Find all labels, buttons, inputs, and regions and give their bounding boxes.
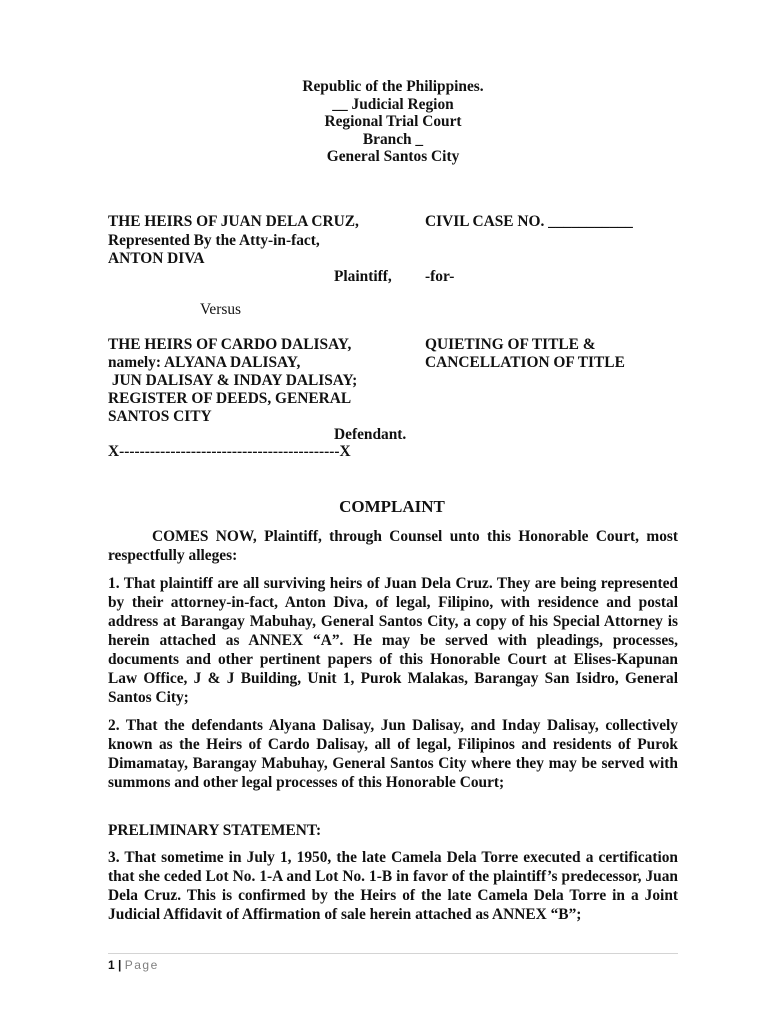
defendant-line-1: THE HEIRS OF CARDO DALISAY, [108, 336, 352, 353]
header-judicial-region: __ Judicial Region [332, 95, 454, 113]
civil-case-number: CIVIL CASE NO. ___________ [425, 213, 633, 230]
header-court: Regional Trial Court [324, 113, 462, 131]
plaintiff-representative: Represented By the Atty-in-fact, [108, 232, 320, 249]
defendant-line-2: namely: ALYANA DALISAY, [108, 354, 301, 371]
defendant-line-3: JUN DALISAY & INDAY DALISAY; [108, 372, 358, 389]
page-number: 1 [108, 958, 115, 972]
document-title [0, 497, 768, 516]
versus-label: Versus [200, 301, 242, 318]
preliminary-statement-heading: PRELIMINARY STATEMENT: [108, 822, 322, 839]
action-line-2: CANCELLATION OF TITLE [425, 354, 625, 371]
paragraph-1: 1. That plaintiff are all surviving heirs of Juan Dela Cruz. They are being represented by their attorney-in-fact, Anton Diva, of legal, Filipino, with residence and postal address at Barangay Mabuhay, General Santos City, a copy of his Special Attorney is herein attached as ANNEX “A”. He may be served with pleadings, processes, documents and other pertinent papers of this Honorable Court at Elises-Kapunan Law Office, J & J Building, Unit 1, Purok Malakas, Barangay San Isidro, General Santos City; [108, 575, 678, 706]
header-republic: Republic of the Philippines. [302, 78, 484, 95]
header-branch: Branch _ [362, 130, 424, 148]
paragraph-2: 2. That the defendants Alyana Dalisay, Jun Dalisay, and Inday Dalisay, collectively known as the Heirs of Cardo Dalisay, all of legal, Filipinos and residents of Purok Dimamatay, Barangay Mabuhay, General Santos City where they may be served with summons and other legal processes of this Honorable Court; [108, 717, 678, 791]
plaintiff-label: Plaintiff, [334, 268, 392, 285]
page-footer [108, 956, 159, 975]
intro-paragraph: COMES NOW, Plaintiff, through Counsel unto this Honorable Court, most respectfully alleges: [108, 528, 678, 564]
defendant-line-4: REGISTER OF DEEDS, GENERAL [108, 390, 352, 407]
caption-separator: X-------------------------------------------X [108, 443, 351, 460]
header-city: General Santos City [326, 148, 460, 166]
title-text: COMPLAINT [339, 497, 445, 516]
action-line-1: QUIETING OF TITLE & [425, 336, 596, 353]
court-header [0, 78, 768, 166]
for-label: -for- [425, 268, 455, 285]
page-label: Page [124, 958, 159, 972]
defendant-line-5: SANTOS CITY [108, 408, 212, 425]
plaintiff-name: THE HEIRS OF JUAN DELA CRUZ, [108, 213, 359, 230]
footer-divider [108, 953, 678, 954]
plaintiff-agent: ANTON DIVA [108, 250, 205, 267]
footer-separator: | [118, 958, 122, 972]
defendant-label: Defendant. [334, 426, 407, 443]
paragraph-3: 3. That sometime in July 1, 1950, the late Camela Dela Torre executed a certification that she ceded Lot No. 1-A and Lot No. 1-B in favor of the plaintiff’s predecessor, Juan Dela Cruz. This is confirmed by the Heirs of the late Camela Dela Torre in a Joint Judicial Affidavit of Affirmation of sale herein attached as ANNEX “B”; [108, 849, 678, 923]
